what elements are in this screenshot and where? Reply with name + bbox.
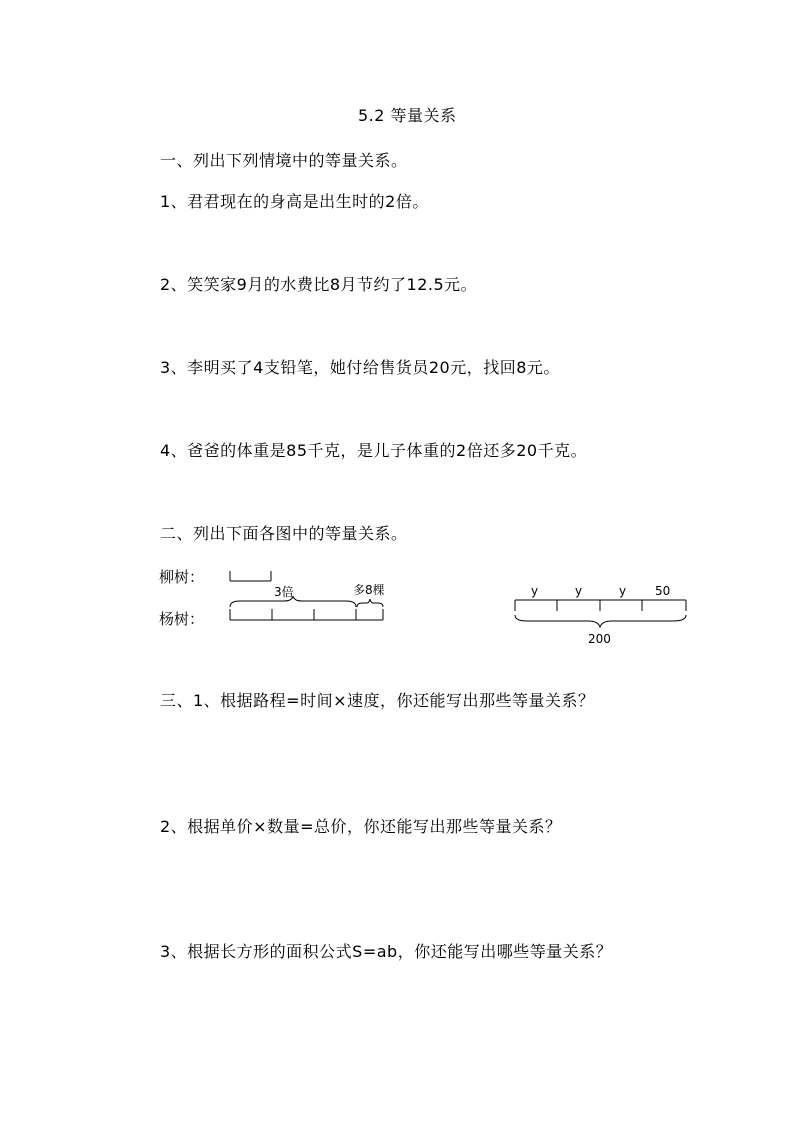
section-3-heading: 三、1、根据路程=时间×速度，你还能写出那些等量关系？: [160, 691, 595, 710]
times-brace: [230, 596, 356, 607]
section-1-heading: 一、列出下列情境中的等量关系。: [160, 151, 408, 170]
question-1-4: 4、爸爸的体重是85千克，是儿子体重的2倍还多20千克。: [160, 441, 588, 460]
more-brace: [357, 599, 383, 607]
question-1-3: 3、李明买了4支铅笔，她付给售货员20元，找回8元。: [160, 358, 560, 377]
question-1-2: 2、笑笑家9月的水费比8月节约了12.5元。: [160, 275, 478, 294]
total-brace: [515, 615, 686, 627]
segment-label-y3: y: [619, 584, 627, 598]
total-label: 200: [588, 632, 611, 646]
poplar-label: 杨树：: [159, 610, 205, 628]
question-1-1: 1、君君现在的身高是出生时的2倍。: [160, 192, 429, 211]
more-label: 多8棵: [353, 583, 385, 597]
segment-label-y1: y: [531, 584, 539, 598]
question-3-2: 2、根据单价×数量=总价，你还能写出那些等量关系？: [160, 817, 562, 836]
times-label: 3倍: [274, 585, 294, 599]
question-3-3: 3、根据长方形的面积公式S=ab，你还能写出哪些等量关系？: [160, 942, 613, 961]
segment-label-y2: y: [575, 584, 583, 598]
willow-label: 柳树：: [159, 568, 205, 586]
segment-label-50: 50: [655, 584, 671, 598]
page-title: 5.2 等量关系: [358, 106, 457, 125]
section-2-heading: 二、列出下面各图中的等量关系。: [160, 524, 408, 543]
